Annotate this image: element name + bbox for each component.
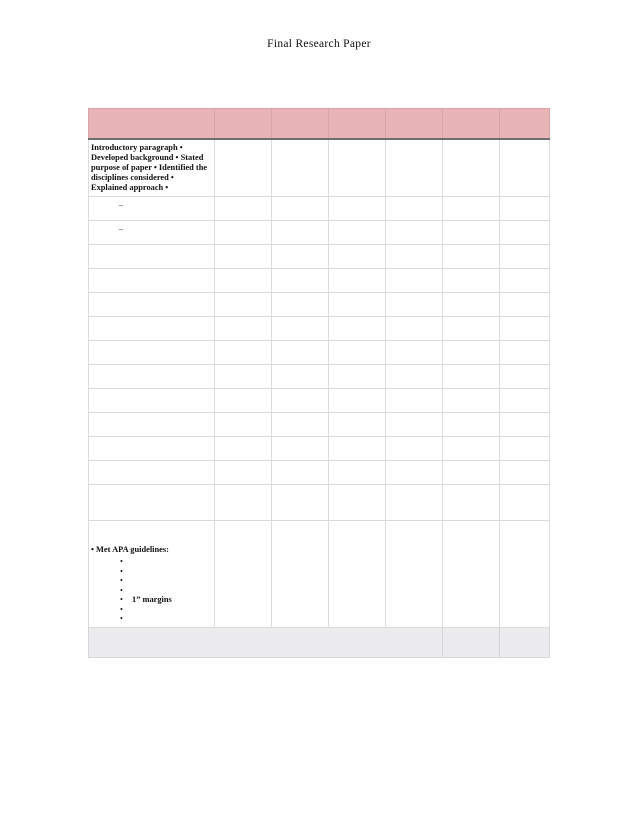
criterion-cell — [89, 413, 215, 437]
score-cell — [329, 197, 386, 221]
apa-item-text: 1” margins — [132, 595, 172, 604]
list-item — [120, 576, 212, 586]
score-cell — [443, 365, 500, 389]
footer-cell — [89, 628, 443, 658]
score-cell — [272, 317, 329, 341]
score-cell — [500, 521, 550, 628]
table-row — [89, 413, 550, 437]
score-cell — [329, 245, 386, 269]
criterion-cell — [89, 245, 215, 269]
score-cell — [329, 221, 386, 245]
criterion-cell — [89, 485, 215, 521]
score-cell — [272, 521, 329, 628]
dash-marker: – — [119, 224, 123, 233]
header-cell — [329, 109, 386, 140]
table-row — [89, 389, 550, 413]
bullet-glyph: • — [120, 595, 123, 604]
bullet-glyph: • — [120, 604, 123, 614]
score-cell — [272, 485, 329, 521]
score-cell — [386, 389, 443, 413]
score-cell — [329, 317, 386, 341]
bullet-glyph: • — [120, 585, 123, 595]
score-cell — [500, 245, 550, 269]
score-cell — [443, 245, 500, 269]
score-cell — [329, 389, 386, 413]
score-cell — [329, 365, 386, 389]
score-cell — [272, 245, 329, 269]
score-cell — [215, 341, 272, 365]
header-cell — [272, 109, 329, 140]
header-cell — [500, 109, 550, 140]
header-cell — [215, 109, 272, 140]
criterion-cell — [89, 197, 215, 221]
criterion-cell — [89, 221, 215, 245]
score-cell — [500, 365, 550, 389]
criterion-cell — [89, 365, 215, 389]
criterion-cell — [89, 269, 215, 293]
table-row — [89, 365, 550, 389]
score-cell — [386, 413, 443, 437]
list-item — [120, 605, 212, 615]
score-cell — [272, 139, 329, 197]
table-row — [89, 245, 550, 269]
score-cell — [272, 293, 329, 317]
score-cell — [500, 317, 550, 341]
score-cell — [329, 521, 386, 628]
table-row — [89, 221, 550, 245]
criterion-cell — [89, 317, 215, 341]
score-cell — [215, 197, 272, 221]
score-cell — [215, 437, 272, 461]
rubric-footer-row — [89, 628, 550, 658]
score-cell — [215, 317, 272, 341]
score-cell — [443, 485, 500, 521]
score-cell — [386, 139, 443, 197]
rubric-header-row — [89, 109, 550, 140]
score-cell — [500, 139, 550, 197]
score-cell — [500, 413, 550, 437]
score-cell — [215, 365, 272, 389]
score-cell — [215, 485, 272, 521]
score-cell — [386, 197, 443, 221]
score-cell — [500, 269, 550, 293]
score-cell — [272, 413, 329, 437]
score-cell — [443, 197, 500, 221]
table-row — [89, 269, 550, 293]
score-cell — [500, 293, 550, 317]
criterion-cell — [89, 461, 215, 485]
score-cell — [386, 437, 443, 461]
score-cell — [386, 461, 443, 485]
score-cell — [329, 461, 386, 485]
score-cell — [215, 461, 272, 485]
header-cell — [386, 109, 443, 140]
criterion-cell — [89, 437, 215, 461]
score-cell — [215, 269, 272, 293]
footer-cell — [500, 628, 550, 658]
score-cell — [443, 293, 500, 317]
dash-marker: – — [119, 200, 123, 209]
score-cell — [443, 461, 500, 485]
table-row — [89, 341, 550, 365]
score-cell — [443, 521, 500, 628]
table-row — [89, 521, 550, 628]
table-row — [89, 293, 550, 317]
score-cell — [386, 521, 443, 628]
score-cell — [386, 221, 443, 245]
score-cell — [272, 341, 329, 365]
apa-bullet-list — [91, 557, 212, 624]
list-item — [120, 614, 212, 624]
score-cell — [329, 341, 386, 365]
criterion-cell — [89, 341, 215, 365]
score-cell — [386, 293, 443, 317]
score-cell — [272, 365, 329, 389]
score-cell — [386, 365, 443, 389]
rubric-table — [88, 108, 550, 658]
score-cell — [500, 341, 550, 365]
score-cell — [215, 389, 272, 413]
score-cell — [272, 461, 329, 485]
score-cell — [386, 245, 443, 269]
score-cell — [443, 341, 500, 365]
table-row — [89, 461, 550, 485]
score-cell — [443, 389, 500, 413]
score-cell — [386, 317, 443, 341]
criterion-cell — [89, 389, 215, 413]
score-cell — [215, 293, 272, 317]
score-cell — [272, 437, 329, 461]
score-cell — [500, 389, 550, 413]
score-cell — [215, 521, 272, 628]
criterion-cell — [89, 293, 215, 317]
score-cell — [386, 485, 443, 521]
score-cell — [443, 317, 500, 341]
table-row — [89, 197, 550, 221]
list-item — [120, 586, 212, 596]
score-cell — [329, 485, 386, 521]
score-cell — [215, 139, 272, 197]
score-cell — [272, 389, 329, 413]
apa-criterion-title: • Met APA guidelines: — [91, 545, 169, 554]
score-cell — [443, 221, 500, 245]
score-cell — [443, 413, 500, 437]
score-cell — [443, 139, 500, 197]
list-item — [120, 595, 212, 605]
bullet-glyph: • — [120, 614, 123, 623]
bullet-glyph: • — [120, 576, 123, 585]
header-cell — [443, 109, 500, 140]
footer-cell — [443, 628, 500, 658]
criterion-apa — [89, 521, 215, 628]
score-cell — [272, 269, 329, 293]
table-row — [89, 317, 550, 341]
score-cell — [329, 269, 386, 293]
score-cell — [329, 437, 386, 461]
table-row — [89, 139, 550, 197]
score-cell — [500, 197, 550, 221]
score-cell — [329, 413, 386, 437]
list-item — [120, 567, 212, 577]
list-item — [120, 557, 212, 567]
score-cell — [329, 293, 386, 317]
page-title: Final Research Paper — [267, 38, 371, 50]
score-cell — [215, 245, 272, 269]
bullet-glyph: • — [120, 566, 123, 576]
score-cell — [443, 437, 500, 461]
score-cell — [500, 221, 550, 245]
score-cell — [500, 437, 550, 461]
score-cell — [443, 269, 500, 293]
table-row — [89, 485, 550, 521]
bullet-glyph: • — [120, 557, 123, 566]
score-cell — [386, 269, 443, 293]
score-cell — [386, 341, 443, 365]
criterion-intro: Introductory paragraph • Developed background • Stated purpose of paper • Identified the disciplines considered • Explained approach • — [89, 139, 215, 197]
score-cell — [329, 139, 386, 197]
score-cell — [272, 197, 329, 221]
score-cell — [272, 221, 329, 245]
header-cell — [89, 109, 215, 140]
table-row — [89, 437, 550, 461]
score-cell — [215, 413, 272, 437]
score-cell — [215, 221, 272, 245]
score-cell — [500, 485, 550, 521]
score-cell — [500, 461, 550, 485]
